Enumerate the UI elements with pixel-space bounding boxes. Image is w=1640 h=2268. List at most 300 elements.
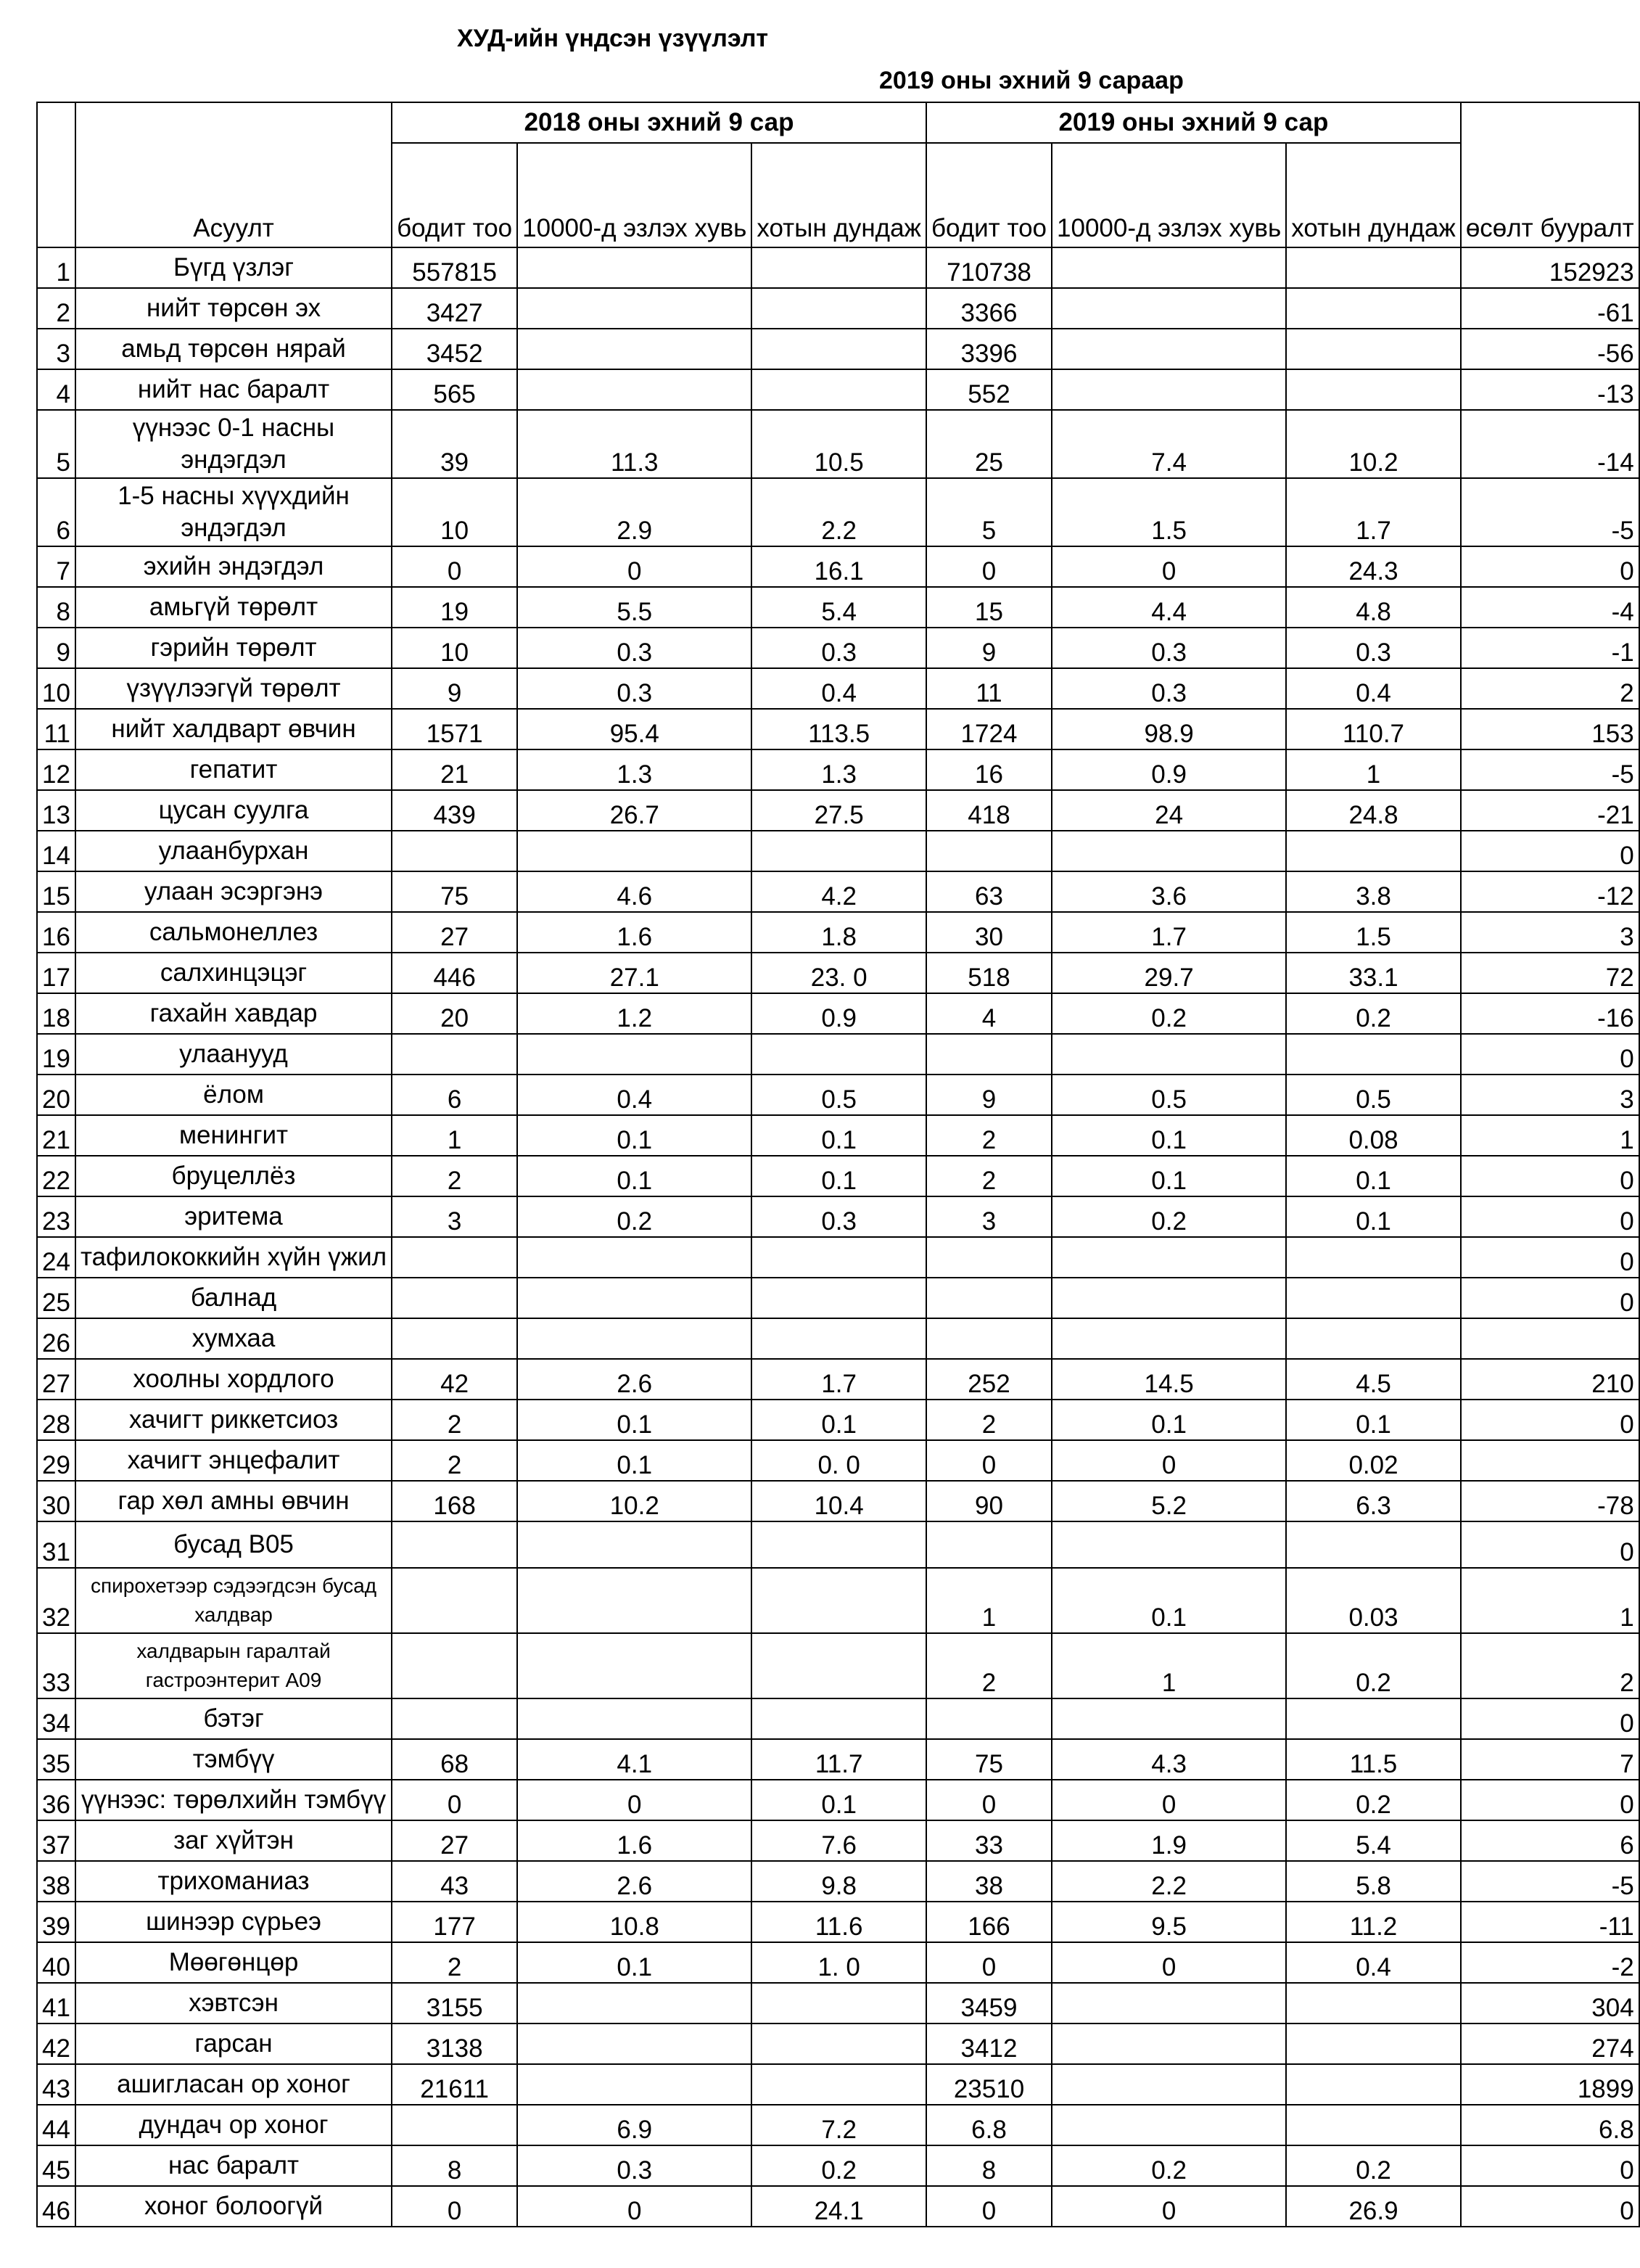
bodit-2019: 1 — [926, 1568, 1052, 1633]
bodit-2019: 9 — [926, 1075, 1052, 1115]
row-question: тафилококкийн хүйн үжил — [75, 1237, 392, 1278]
osolt: -78 — [1461, 1481, 1639, 1521]
khuvi-2019: 14.5 — [1052, 1359, 1286, 1400]
bodit-2019: 75 — [926, 1739, 1052, 1780]
khuvi-2018: 4.1 — [517, 1739, 751, 1780]
khuvi-2018: 6.9 — [517, 2105, 751, 2145]
header-bodit-2019: бодит тоо — [926, 143, 1052, 247]
dundaj-2019 — [1286, 329, 1461, 369]
osolt: -14 — [1461, 410, 1639, 478]
bodit-2018: 439 — [392, 790, 517, 831]
dundaj-2018 — [751, 1318, 926, 1359]
dundaj-2018: 9.8 — [751, 1861, 926, 1902]
row-question: амьгүй төрөлт — [75, 587, 392, 628]
bodit-2018: 557815 — [392, 247, 517, 288]
bodit-2019 — [926, 1318, 1052, 1359]
dundaj-2018: 0.3 — [751, 628, 926, 668]
header-khuvi-2019: 10000-д эзлэх хувь — [1052, 143, 1286, 247]
row-question: нас баралт — [75, 2145, 392, 2186]
bodit-2018: 21611 — [392, 2064, 517, 2105]
row-number: 34 — [37, 1698, 75, 1739]
bodit-2018: 3452 — [392, 329, 517, 369]
bodit-2019: 252 — [926, 1359, 1052, 1400]
dundaj-2018 — [751, 831, 926, 871]
bodit-2018 — [392, 1237, 517, 1278]
header-group-2019: 2019 оны эхний 9 сар — [926, 102, 1461, 143]
bodit-2019: 3459 — [926, 1983, 1052, 2023]
row-question: гар хөл амны өвчин — [75, 1481, 392, 1521]
table-row — [37, 1633, 1639, 1698]
bodit-2019: 5 — [926, 478, 1052, 546]
khuvi-2018: 1.6 — [517, 1820, 751, 1861]
dundaj-2018 — [751, 1034, 926, 1075]
dundaj-2019: 1.5 — [1286, 912, 1461, 953]
khuvi-2018: 0 — [517, 546, 751, 587]
bodit-2018: 19 — [392, 587, 517, 628]
khuvi-2019 — [1052, 369, 1286, 410]
khuvi-2019 — [1052, 1521, 1286, 1568]
bodit-2018: 10 — [392, 628, 517, 668]
bodit-2018: 68 — [392, 1739, 517, 1780]
row-number: 12 — [37, 749, 75, 790]
table-row — [37, 1983, 1639, 2023]
row-number: 14 — [37, 831, 75, 871]
khuvi-2018 — [517, 1521, 751, 1568]
dundaj-2018: 2.2 — [751, 478, 926, 546]
row-question: тэмбүү — [75, 1739, 392, 1780]
khuvi-2018: 0.4 — [517, 1075, 751, 1115]
khuvi-2018: 2.6 — [517, 1861, 751, 1902]
dundaj-2019 — [1286, 2023, 1461, 2064]
dundaj-2019: 0.2 — [1286, 2145, 1461, 2186]
khuvi-2018: 5.5 — [517, 587, 751, 628]
row-question: эхийн эндэгдэл — [75, 546, 392, 587]
dundaj-2019 — [1286, 369, 1461, 410]
bodit-2019 — [926, 1698, 1052, 1739]
khuvi-2018 — [517, 329, 751, 369]
row-question: бусад В05 — [75, 1521, 392, 1568]
khuvi-2019: 4.4 — [1052, 587, 1286, 628]
dundaj-2018: 113.5 — [751, 709, 926, 749]
khuvi-2019: 98.9 — [1052, 709, 1286, 749]
row-number: 29 — [37, 1440, 75, 1481]
table-row — [37, 953, 1639, 993]
dundaj-2019 — [1286, 1521, 1461, 1568]
khuvi-2019: 1.9 — [1052, 1820, 1286, 1861]
row-question: Мөөгөнцөр — [75, 1942, 392, 1983]
khuvi-2019: 9.5 — [1052, 1902, 1286, 1942]
table-row — [37, 369, 1639, 410]
table-row — [37, 1739, 1639, 1780]
bodit-2018: 0 — [392, 2186, 517, 2227]
dundaj-2018: 1.8 — [751, 912, 926, 953]
dundaj-2019: 0.1 — [1286, 1196, 1461, 1237]
khuvi-2018 — [517, 2064, 751, 2105]
dundaj-2018 — [751, 1983, 926, 2023]
table-row — [37, 668, 1639, 709]
row-number: 16 — [37, 912, 75, 953]
bodit-2018 — [392, 2105, 517, 2145]
bodit-2018: 2 — [392, 1440, 517, 1481]
dundaj-2019 — [1286, 1034, 1461, 1075]
bodit-2018: 1 — [392, 1115, 517, 1156]
khuvi-2019 — [1052, 831, 1286, 871]
dundaj-2019 — [1286, 831, 1461, 871]
bodit-2018: 9 — [392, 668, 517, 709]
row-question: салхинцэцэг — [75, 953, 392, 993]
dundaj-2018 — [751, 1698, 926, 1739]
khuvi-2018: 0.3 — [517, 628, 751, 668]
khuvi-2018: 1.2 — [517, 993, 751, 1034]
row-question: сальмонеллез — [75, 912, 392, 953]
dundaj-2018: 4.2 — [751, 871, 926, 912]
table-row — [37, 1034, 1639, 1075]
row-question: улаанууд — [75, 1034, 392, 1075]
dundaj-2018: 10.5 — [751, 410, 926, 478]
khuvi-2018 — [517, 1568, 751, 1633]
table-row — [37, 749, 1639, 790]
khuvi-2018 — [517, 831, 751, 871]
bodit-2019: 2 — [926, 1156, 1052, 1196]
bodit-2019: 16 — [926, 749, 1052, 790]
row-number: 42 — [37, 2023, 75, 2064]
osolt: 274 — [1461, 2023, 1639, 2064]
dundaj-2019: 33.1 — [1286, 953, 1461, 993]
bodit-2018: 446 — [392, 953, 517, 993]
row-question: хоолны хордлого — [75, 1359, 392, 1400]
dundaj-2019: 24.3 — [1286, 546, 1461, 587]
header-dundaj-2018: хотын дундаж — [751, 143, 926, 247]
osolt: 6.8 — [1461, 2105, 1639, 2145]
dundaj-2018: 11.7 — [751, 1739, 926, 1780]
row-question: эритема — [75, 1196, 392, 1237]
bodit-2019: 0 — [926, 546, 1052, 587]
khuvi-2019: 1 — [1052, 1633, 1286, 1698]
dundaj-2019 — [1286, 2064, 1461, 2105]
dundaj-2019: 0.2 — [1286, 993, 1461, 1034]
dundaj-2019: 4.5 — [1286, 1359, 1461, 1400]
osolt: 0 — [1461, 1237, 1639, 1278]
row-number: 45 — [37, 2145, 75, 2186]
khuvi-2018: 0.1 — [517, 1156, 751, 1196]
khuvi-2019 — [1052, 2064, 1286, 2105]
row-number: 9 — [37, 628, 75, 668]
osolt: -11 — [1461, 1902, 1639, 1942]
dundaj-2019: 24.8 — [1286, 790, 1461, 831]
dundaj-2019: 0.1 — [1286, 1156, 1461, 1196]
dundaj-2019: 1.7 — [1286, 478, 1461, 546]
row-question: халдварын гаралтай гастроэнтерит А09 — [75, 1633, 392, 1698]
row-question: гепатит — [75, 749, 392, 790]
bodit-2019: 25 — [926, 410, 1052, 478]
bodit-2019: 8 — [926, 2145, 1052, 2186]
khuvi-2019 — [1052, 2105, 1286, 2145]
row-number: 23 — [37, 1196, 75, 1237]
dundaj-2019 — [1286, 1698, 1461, 1739]
bodit-2018: 27 — [392, 1820, 517, 1861]
osolt: -5 — [1461, 1861, 1639, 1902]
bodit-2018 — [392, 1034, 517, 1075]
table-row — [37, 288, 1639, 329]
osolt: 3 — [1461, 912, 1639, 953]
dundaj-2018: 7.6 — [751, 1820, 926, 1861]
khuvi-2019: 0.9 — [1052, 749, 1286, 790]
header-asuult: Асуулт — [75, 102, 392, 247]
row-question: нийт нас баралт — [75, 369, 392, 410]
row-number: 6 — [37, 478, 75, 546]
dundaj-2018: 24.1 — [751, 2186, 926, 2227]
khuvi-2019 — [1052, 1034, 1286, 1075]
khuvi-2019: 0 — [1052, 1440, 1286, 1481]
dundaj-2018 — [751, 1278, 926, 1318]
bodit-2019: 0 — [926, 1780, 1052, 1820]
osolt: 0 — [1461, 1196, 1639, 1237]
row-question: 1-5 насны хүүхдийн эндэгдэл — [75, 478, 392, 546]
osolt: 0 — [1461, 2186, 1639, 2227]
row-number: 30 — [37, 1481, 75, 1521]
osolt: -12 — [1461, 871, 1639, 912]
osolt: -4 — [1461, 587, 1639, 628]
table-row — [37, 329, 1639, 369]
row-number: 24 — [37, 1237, 75, 1278]
dundaj-2018: 5.4 — [751, 587, 926, 628]
row-number: 27 — [37, 1359, 75, 1400]
osolt: 0 — [1461, 546, 1639, 587]
row-number: 4 — [37, 369, 75, 410]
row-question: гахайн хавдар — [75, 993, 392, 1034]
row-number: 25 — [37, 1278, 75, 1318]
table-row — [37, 1481, 1639, 1521]
table-row — [37, 247, 1639, 288]
bodit-2018 — [392, 1278, 517, 1318]
osolt: 0 — [1461, 831, 1639, 871]
khuvi-2018: 0.1 — [517, 1400, 751, 1440]
khuvi-2019 — [1052, 329, 1286, 369]
khuvi-2018: 10.8 — [517, 1902, 751, 1942]
khuvi-2019: 29.7 — [1052, 953, 1286, 993]
osolt: 72 — [1461, 953, 1639, 993]
osolt: 2 — [1461, 1633, 1639, 1698]
bodit-2018: 39 — [392, 410, 517, 478]
dundaj-2018: 0.2 — [751, 2145, 926, 2186]
bodit-2019 — [926, 1521, 1052, 1568]
khuvi-2018 — [517, 1633, 751, 1698]
bodit-2018: 3155 — [392, 1983, 517, 2023]
bodit-2018 — [392, 1521, 517, 1568]
row-number: 35 — [37, 1739, 75, 1780]
khuvi-2018: 0.3 — [517, 2145, 751, 2186]
bodit-2019: 3366 — [926, 288, 1052, 329]
osolt — [1461, 1318, 1639, 1359]
dundaj-2019: 110.7 — [1286, 709, 1461, 749]
bodit-2018: 43 — [392, 1861, 517, 1902]
table-row — [37, 1568, 1639, 1633]
osolt: 0 — [1461, 1780, 1639, 1820]
dundaj-2019: 0.4 — [1286, 668, 1461, 709]
table-row — [37, 871, 1639, 912]
table-row — [37, 628, 1639, 668]
dundaj-2019: 1 — [1286, 749, 1461, 790]
osolt: -2 — [1461, 1942, 1639, 1983]
table-row — [37, 993, 1639, 1034]
khuvi-2019: 4.3 — [1052, 1739, 1286, 1780]
osolt: -5 — [1461, 478, 1639, 546]
row-number: 13 — [37, 790, 75, 831]
row-question: амьд төрсөн нярай — [75, 329, 392, 369]
bodit-2018: 0 — [392, 1780, 517, 1820]
bodit-2019 — [926, 1278, 1052, 1318]
dundaj-2018 — [751, 329, 926, 369]
khuvi-2019: 0.1 — [1052, 1568, 1286, 1633]
dundaj-2018 — [751, 1633, 926, 1698]
bodit-2019: 4 — [926, 993, 1052, 1034]
osolt: -13 — [1461, 369, 1639, 410]
dundaj-2019: 11.2 — [1286, 1902, 1461, 1942]
khuvi-2019: 0.3 — [1052, 628, 1286, 668]
table-row — [37, 546, 1639, 587]
page-title: ХУД-ийн үндсэн үзүүлэлт — [457, 25, 769, 52]
row-question: шинээр сүрьеэ — [75, 1902, 392, 1942]
khuvi-2019 — [1052, 2023, 1286, 2064]
bodit-2019: 6.8 — [926, 2105, 1052, 2145]
khuvi-2018: 0 — [517, 2186, 751, 2227]
table-row — [37, 1780, 1639, 1820]
bodit-2019: 710738 — [926, 247, 1052, 288]
dundaj-2019 — [1286, 1318, 1461, 1359]
row-number: 36 — [37, 1780, 75, 1820]
row-number: 20 — [37, 1075, 75, 1115]
row-question: бэтэг — [75, 1698, 392, 1739]
khuvi-2019 — [1052, 247, 1286, 288]
row-number: 28 — [37, 1400, 75, 1440]
row-number: 19 — [37, 1034, 75, 1075]
header-bodit-2018: бодит тоо — [392, 143, 517, 247]
osolt: 0 — [1461, 1278, 1639, 1318]
khuvi-2018: 27.1 — [517, 953, 751, 993]
osolt: 2 — [1461, 668, 1639, 709]
dundaj-2018 — [751, 247, 926, 288]
bodit-2019: 3396 — [926, 329, 1052, 369]
header-osolt: өсөлт бууралт — [1461, 102, 1639, 247]
dundaj-2018: 7.2 — [751, 2105, 926, 2145]
table-row — [37, 2186, 1639, 2227]
khuvi-2019 — [1052, 1698, 1286, 1739]
row-question: нийт төрсөн эх — [75, 288, 392, 329]
table-row — [37, 1196, 1639, 1237]
khuvi-2018 — [517, 247, 751, 288]
bodit-2018: 565 — [392, 369, 517, 410]
khuvi-2018 — [517, 1237, 751, 1278]
osolt: 0 — [1461, 1400, 1639, 1440]
row-number: 17 — [37, 953, 75, 993]
osolt — [1461, 1440, 1639, 1481]
bodit-2019: 166 — [926, 1902, 1052, 1942]
bodit-2018: 0 — [392, 546, 517, 587]
khuvi-2018: 4.6 — [517, 871, 751, 912]
row-number: 8 — [37, 587, 75, 628]
bodit-2018: 20 — [392, 993, 517, 1034]
bodit-2019: 0 — [926, 1942, 1052, 1983]
dundaj-2018 — [751, 1237, 926, 1278]
row-question: цусан суулга — [75, 790, 392, 831]
bodit-2019: 33 — [926, 1820, 1052, 1861]
khuvi-2018 — [517, 1318, 751, 1359]
dundaj-2019: 0.08 — [1286, 1115, 1461, 1156]
row-number: 43 — [37, 2064, 75, 2105]
row-number: 7 — [37, 546, 75, 587]
osolt: 1899 — [1461, 2064, 1639, 2105]
table-row — [37, 1698, 1639, 1739]
khuvi-2018 — [517, 369, 751, 410]
row-number: 11 — [37, 709, 75, 749]
osolt: 1 — [1461, 1115, 1639, 1156]
row-number: 46 — [37, 2186, 75, 2227]
khuvi-2018 — [517, 288, 751, 329]
table-row — [37, 2105, 1639, 2145]
row-question: улаан эсэргэнэ — [75, 871, 392, 912]
row-number: 15 — [37, 871, 75, 912]
row-number: 39 — [37, 1902, 75, 1942]
bodit-2018: 10 — [392, 478, 517, 546]
row-number: 41 — [37, 1983, 75, 2023]
bodit-2019: 0 — [926, 1440, 1052, 1481]
table-row — [37, 709, 1639, 749]
dundaj-2018: 0.1 — [751, 1115, 926, 1156]
dundaj-2018 — [751, 1568, 926, 1633]
osolt: 153 — [1461, 709, 1639, 749]
row-question: балнад — [75, 1278, 392, 1318]
bodit-2019: 518 — [926, 953, 1052, 993]
khuvi-2019: 0 — [1052, 2186, 1286, 2227]
dundaj-2018 — [751, 2023, 926, 2064]
table-row — [37, 1237, 1639, 1278]
table-row — [37, 1278, 1639, 1318]
bodit-2018 — [392, 1318, 517, 1359]
row-question: хачигт энцефалит — [75, 1440, 392, 1481]
khuvi-2018: 2.9 — [517, 478, 751, 546]
table-row — [37, 2145, 1639, 2186]
bodit-2019: 1724 — [926, 709, 1052, 749]
osolt: 6 — [1461, 1820, 1639, 1861]
row-number: 22 — [37, 1156, 75, 1196]
bodit-2018: 168 — [392, 1481, 517, 1521]
table-row — [37, 831, 1639, 871]
osolt: 0 — [1461, 1156, 1639, 1196]
khuvi-2018: 26.7 — [517, 790, 751, 831]
khuvi-2019: 0.2 — [1052, 2145, 1286, 2186]
bodit-2019: 38 — [926, 1861, 1052, 1902]
khuvi-2018: 0.1 — [517, 1440, 751, 1481]
row-number: 21 — [37, 1115, 75, 1156]
table-row — [37, 1400, 1639, 1440]
table-row — [37, 1318, 1639, 1359]
khuvi-2018: 2.6 — [517, 1359, 751, 1400]
dundaj-2019 — [1286, 288, 1461, 329]
dundaj-2018: 11.6 — [751, 1902, 926, 1942]
bodit-2019: 15 — [926, 587, 1052, 628]
dundaj-2019 — [1286, 1278, 1461, 1318]
khuvi-2019: 0 — [1052, 546, 1286, 587]
khuvi-2018: 10.2 — [517, 1481, 751, 1521]
bodit-2019 — [926, 1034, 1052, 1075]
indicator-table — [36, 102, 1640, 2227]
bodit-2019: 11 — [926, 668, 1052, 709]
khuvi-2019 — [1052, 1278, 1286, 1318]
bodit-2018 — [392, 831, 517, 871]
row-question: хэвтсэн — [75, 1983, 392, 2023]
row-question: бруцеллёз — [75, 1156, 392, 1196]
dundaj-2018: 0.4 — [751, 668, 926, 709]
